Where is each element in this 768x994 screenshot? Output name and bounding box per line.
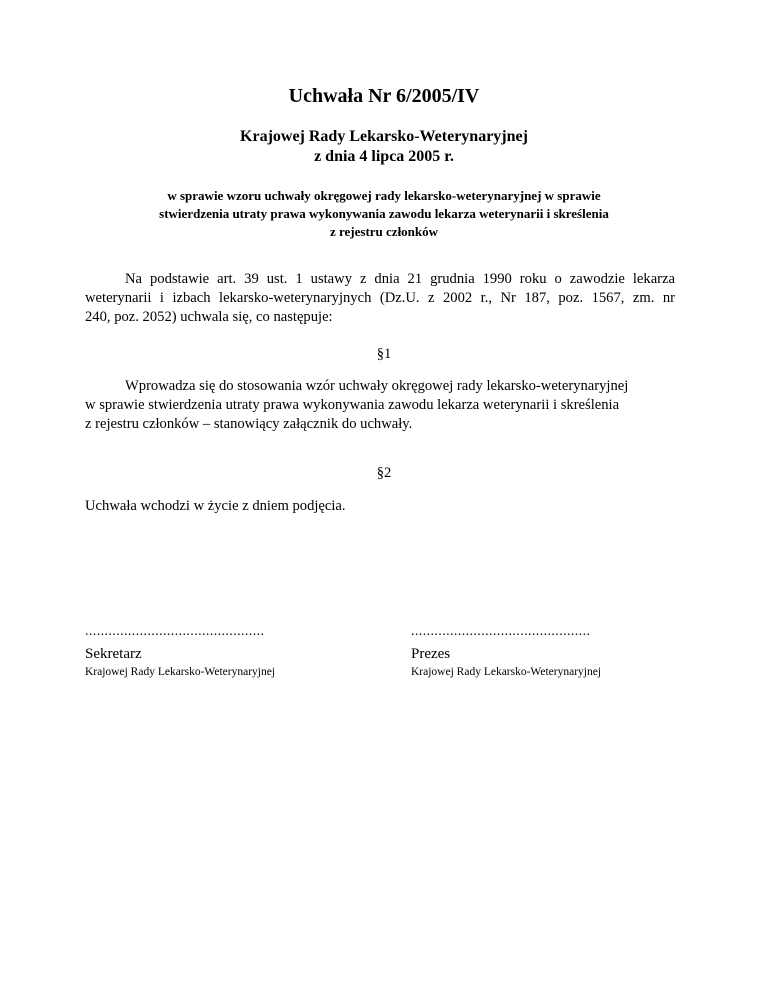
section-2-paragraph: Uchwała wchodzi w życie z dniem podjęcia. bbox=[85, 498, 346, 514]
legal-basis-line: weterynarii i izbach lekarsko-weterynaryjnych (Dz.U. z 2002 r., Nr 187, poz. 1567, zm. nr bbox=[85, 290, 675, 306]
signature-line: .............................................. bbox=[411, 624, 591, 639]
subject-line: z rejestru członków bbox=[329, 224, 439, 239]
issuer-line: Krajowej Rady Lekarsko-Weterynaryjnej bbox=[240, 128, 528, 145]
subject-line: w sprawie wzoru uchwały okręgowej rady lekarsko-weterynaryjnej w sprawie bbox=[167, 188, 601, 203]
section-1-line: Wprowadza się do stosowania wzór uchwały okręgowej rady lekarsko-weterynaryjnej bbox=[125, 378, 629, 394]
section-mark-1: §1 bbox=[376, 346, 392, 362]
signature-organization: Krajowej Rady Lekarsko-Weterynaryjnej bbox=[85, 666, 276, 678]
signature-organization: Krajowej Rady Lekarsko-Weterynaryjnej bbox=[411, 666, 602, 678]
section-mark-2: §2 bbox=[376, 465, 392, 481]
legal-basis-paragraph bbox=[85, 270, 675, 327]
signature-block-secretary bbox=[85, 624, 345, 680]
signature-role: Prezes bbox=[411, 646, 451, 662]
section-1-paragraph bbox=[85, 377, 675, 434]
signature-line: .............................................. bbox=[85, 624, 265, 639]
signature-role: Sekretarz bbox=[85, 646, 142, 662]
legal-basis-line: 240, poz. 2052) uchwala się, co następuje: bbox=[85, 309, 333, 325]
document-title: Uchwała Nr 6/2005/IV bbox=[288, 85, 480, 107]
section-1-line: z rejestru członków – stanowiący załącznik do uchwały. bbox=[85, 416, 413, 432]
date-line: z dnia 4 lipca 2005 r. bbox=[314, 148, 454, 165]
legal-basis-line: Na podstawie art. 39 ust. 1 ustawy z dnia 21 grudnia 1990 roku o zawodzie lekarza bbox=[125, 271, 675, 287]
section-1-line: w sprawie stwierdzenia utraty prawa wykonywania zawodu lekarza weterynarii i skreślenia bbox=[85, 397, 620, 413]
signature-block-president bbox=[411, 624, 671, 680]
subject-line: stwierdzenia utraty prawa wykonywania zawodu lekarza weterynarii i skreślenia bbox=[159, 206, 609, 221]
